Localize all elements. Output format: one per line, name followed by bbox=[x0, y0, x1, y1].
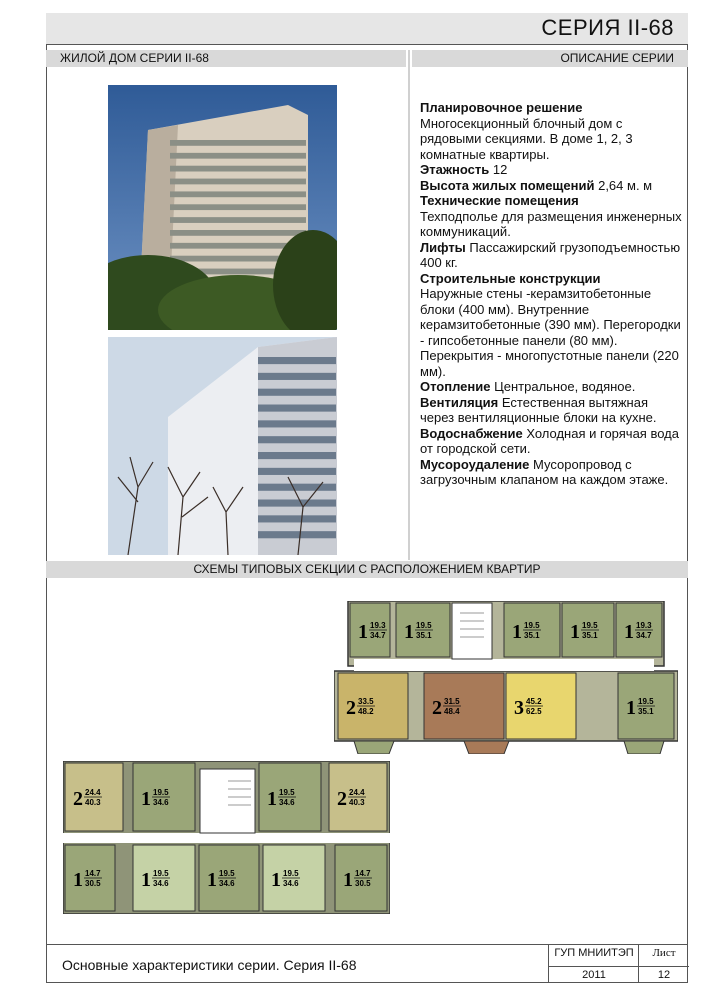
description-label: Технические помещения bbox=[420, 193, 579, 208]
apartment-total-area: 34.7 bbox=[370, 631, 386, 640]
apartment-total-area: 35.1 bbox=[416, 631, 432, 640]
description-item bbox=[420, 162, 682, 178]
apartment-cell bbox=[335, 845, 387, 911]
section-plan-2 bbox=[63, 761, 390, 914]
apartment-rooms: 2 bbox=[73, 788, 83, 810]
apartment-total-area: 34.6 bbox=[153, 798, 169, 807]
window-row bbox=[258, 515, 336, 522]
window-row bbox=[258, 373, 336, 380]
description-text: 2,64 м. м bbox=[598, 177, 653, 193]
description-text: Мусоропровод с загрузочным клапаном на каждом этаже. bbox=[420, 456, 669, 487]
apartment-cell bbox=[616, 603, 662, 657]
apartment-cell bbox=[504, 603, 560, 657]
description-item bbox=[420, 271, 682, 380]
section-plan-1 bbox=[334, 601, 678, 754]
apartment-total-area: 48.4 bbox=[444, 707, 460, 716]
window-row bbox=[258, 468, 336, 475]
description-label: Отопление bbox=[420, 379, 491, 394]
apartment-living-area: 14.7 bbox=[355, 869, 371, 878]
window-row bbox=[258, 357, 336, 364]
apartment-total-area: 30.5 bbox=[355, 879, 371, 888]
apartment-cell bbox=[199, 845, 259, 911]
building-photo-top bbox=[108, 85, 337, 330]
window-row bbox=[258, 500, 336, 507]
apartment-living-area: 19.3 bbox=[370, 621, 386, 630]
description-label: Строительные конструкции bbox=[420, 270, 601, 286]
apartment-living-area: 19.5 bbox=[582, 621, 598, 630]
description-item bbox=[420, 457, 682, 488]
apartment-total-area: 35.1 bbox=[582, 631, 598, 640]
apartment-rooms: 1 bbox=[624, 621, 634, 643]
description-text: Наружные стены -керамзитобетонные блоки (400 мм). Внутренние керамзитобетонные (390 мм). Перегородки - гипсобетонные панели (80 мм). Перекрытия - многопустотные панели (220 мм). bbox=[420, 286, 681, 379]
apartment-living-area: 19.5 bbox=[219, 869, 235, 878]
apartment-living-area: 19.5 bbox=[153, 869, 169, 878]
apartment-rooms: 1 bbox=[267, 788, 277, 810]
apartment-rooms: 1 bbox=[141, 788, 151, 810]
document-year: 2011 bbox=[549, 966, 639, 981]
apartment-rooms: 1 bbox=[141, 869, 151, 891]
description-item bbox=[420, 426, 682, 457]
apartment-living-area: 24.4 bbox=[85, 788, 101, 797]
apartment-living-area: 14.7 bbox=[85, 869, 101, 878]
window-row bbox=[258, 420, 336, 427]
section-schemes-header: СХЕМЫ ТИПОВЫХ СЕКЦИИ С РАСПОЛОЖЕНИЕМ КВАРТИР bbox=[46, 561, 688, 578]
apartment-total-area: 30.5 bbox=[85, 879, 101, 888]
apartment-total-area: 40.3 bbox=[85, 798, 101, 807]
window-row bbox=[258, 389, 336, 396]
description-label: Высота жилых помещений bbox=[420, 177, 595, 193]
sheet-cell bbox=[638, 945, 688, 983]
apartment-living-area: 19.5 bbox=[416, 621, 432, 630]
description-item bbox=[420, 395, 682, 426]
apartment-living-area: 19.3 bbox=[636, 621, 652, 630]
apartment-rooms: 1 bbox=[73, 869, 83, 891]
apartment-rooms: 1 bbox=[570, 621, 580, 643]
description-item bbox=[420, 100, 682, 162]
apartment-rooms: 2 bbox=[346, 697, 356, 719]
apartment-cell bbox=[424, 673, 504, 739]
description-label: Планировочное решение bbox=[420, 100, 583, 115]
apartment-total-area: 34.6 bbox=[279, 798, 295, 807]
apartment-total-area: 62.5 bbox=[526, 707, 542, 716]
window-row bbox=[170, 179, 306, 185]
description-text: Многосекционный блочный дом с рядовыми секциями. В доме 1, 2, 3 комнатные квартиры. bbox=[420, 115, 633, 162]
description-label: Водоснабжение bbox=[420, 425, 523, 441]
organization-cell bbox=[548, 945, 638, 983]
apartment-cell bbox=[506, 673, 576, 739]
apartment-cell bbox=[65, 845, 115, 911]
apartment-rooms: 1 bbox=[358, 621, 368, 643]
apartment-cell bbox=[263, 845, 325, 911]
title-bar bbox=[46, 13, 688, 45]
apartment-cell bbox=[259, 763, 321, 831]
apartment-cell bbox=[338, 673, 408, 739]
apartment-living-area: 19.5 bbox=[153, 788, 169, 797]
apartment-living-area: 24.4 bbox=[349, 788, 365, 797]
description-text: Техподполье для размещения инженерных коммуникаций. bbox=[420, 208, 682, 239]
apartment-cell bbox=[65, 763, 123, 831]
apartment-cell bbox=[350, 603, 390, 657]
apartment-rooms: 1 bbox=[207, 869, 217, 891]
description-label: Лифты bbox=[420, 239, 466, 255]
apartment-cell bbox=[329, 763, 387, 831]
apartment-rooms: 1 bbox=[404, 621, 414, 643]
description-text: 12 bbox=[492, 162, 508, 177]
document-caption: Основные характеристики серии. Серия II-68 bbox=[62, 957, 357, 973]
building-photo-bottom bbox=[108, 337, 337, 555]
apartment-living-area: 19.5 bbox=[279, 788, 295, 797]
apartment-total-area: 48.2 bbox=[358, 707, 374, 716]
apartment-living-area: 33.5 bbox=[358, 697, 374, 706]
window-row bbox=[170, 153, 306, 159]
window-row bbox=[170, 230, 306, 236]
description-text: Естественная вытяжная через вентиляционные блоки на кухне. bbox=[420, 394, 657, 425]
apartment-total-area: 35.1 bbox=[524, 631, 540, 640]
description-item bbox=[420, 178, 682, 194]
window-row bbox=[258, 436, 336, 443]
column-divider bbox=[408, 50, 410, 560]
title-block bbox=[46, 944, 688, 983]
window-row bbox=[258, 531, 336, 538]
apartment-living-area: 19.5 bbox=[524, 621, 540, 630]
description-label: Этажность bbox=[420, 162, 490, 177]
description-item bbox=[420, 379, 682, 395]
apartment-cell bbox=[396, 603, 450, 657]
organization-name: ГУП МНИИТЭП bbox=[554, 947, 634, 959]
window-row bbox=[258, 405, 336, 412]
page-title: СЕРИЯ II-68 bbox=[541, 15, 674, 40]
apartment-rooms: 1 bbox=[626, 697, 636, 719]
window-row bbox=[170, 166, 306, 172]
description-text: Пассажирский грузоподъемностью 400 кг. bbox=[420, 239, 681, 270]
apartment-rooms: 2 bbox=[432, 697, 442, 719]
description-label: Вентиляция bbox=[420, 394, 499, 410]
apartment-rooms: 1 bbox=[343, 869, 353, 891]
apartment-total-area: 34.6 bbox=[283, 879, 299, 888]
window-row bbox=[170, 191, 306, 197]
apartment-rooms: 2 bbox=[337, 788, 347, 810]
apartment-total-area: 40.3 bbox=[349, 798, 365, 807]
window-row bbox=[170, 204, 306, 210]
apartment-total-area: 34.6 bbox=[153, 879, 169, 888]
window-row bbox=[258, 452, 336, 459]
description-section-header: ОПИСАНИЕ СЕРИИ bbox=[412, 50, 688, 67]
apartment-total-area: 35.1 bbox=[638, 707, 654, 716]
series-description bbox=[420, 100, 682, 488]
apartment-rooms: 1 bbox=[271, 869, 281, 891]
description-text: Холодная и горячая вода от городской сети. bbox=[420, 425, 679, 456]
apartment-living-area: 19.5 bbox=[638, 697, 654, 706]
apartment-rooms: 1 bbox=[512, 621, 522, 643]
apartment-rooms: 3 bbox=[514, 697, 524, 719]
sheet-number: 12 bbox=[639, 966, 689, 981]
apartment-total-area: 34.7 bbox=[636, 631, 652, 640]
apartment-total-area: 34.6 bbox=[219, 879, 235, 888]
apartment-cell bbox=[133, 845, 195, 911]
window-row bbox=[170, 217, 306, 223]
apartment-living-area: 45.2 bbox=[526, 697, 542, 706]
window-row bbox=[258, 484, 336, 491]
description-item bbox=[420, 193, 682, 240]
apartment-cell bbox=[618, 673, 674, 739]
photo-section-header: ЖИЛОЙ ДОМ СЕРИИ II-68 bbox=[46, 50, 406, 67]
apartment-living-area: 19.5 bbox=[283, 869, 299, 878]
apartment-cell bbox=[133, 763, 195, 831]
description-label: Мусороудаление bbox=[420, 456, 530, 472]
sheet-label: Лист bbox=[652, 947, 676, 959]
apartment-cell bbox=[562, 603, 614, 657]
description-text: Центральное, водяное. bbox=[494, 379, 636, 394]
apartment-living-area: 31.5 bbox=[444, 697, 460, 706]
window-row bbox=[170, 140, 306, 146]
description-item bbox=[420, 240, 682, 271]
